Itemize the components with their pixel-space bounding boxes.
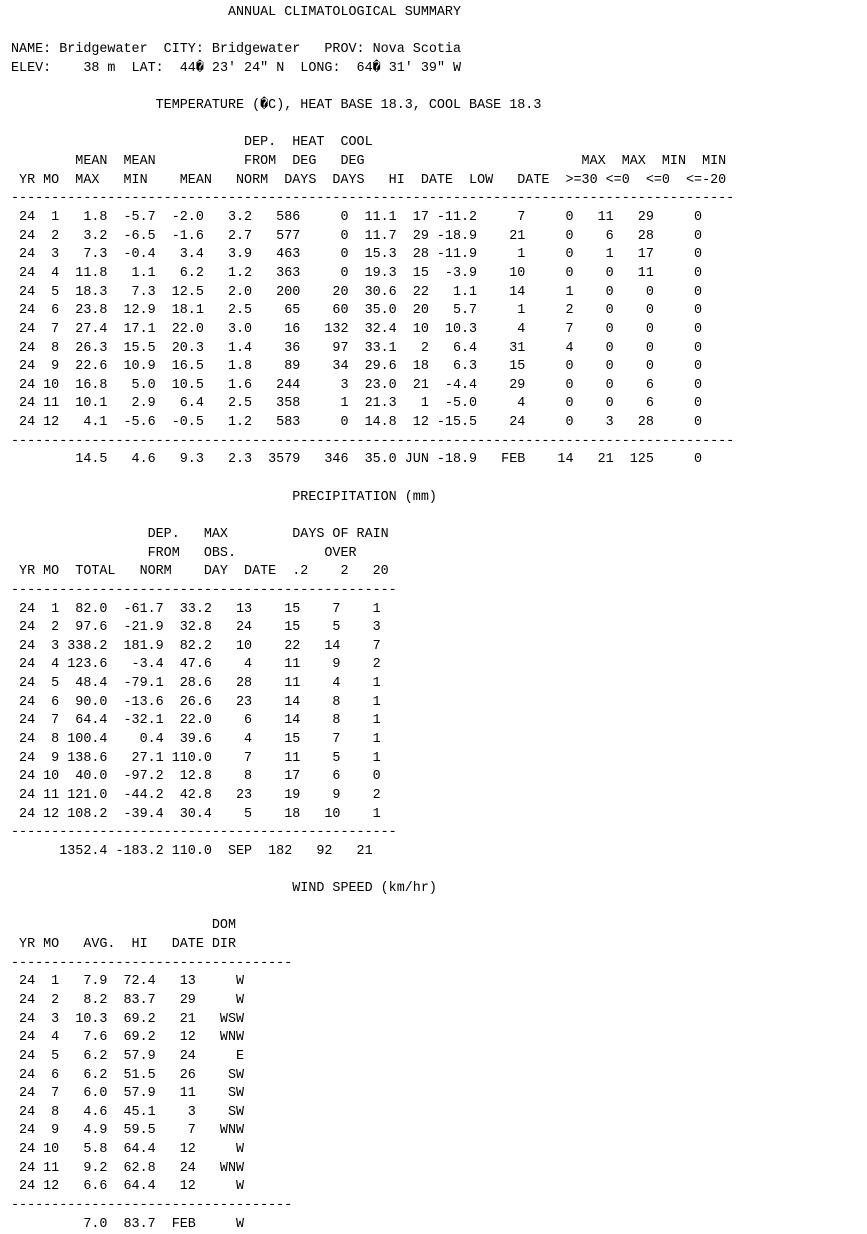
report-line: 24 5 18.3 7.3 12.5 2.0 200 20 30.6 22 1.1 14 1 0 0 0	[11, 284, 703, 300]
report-line: -----------------------------------	[11, 955, 293, 971]
report-line: 24 2 97.6 -21.9 32.8 24 15 5 3	[11, 620, 381, 636]
report-line: 24 1 1.8 -5.7 -2.0 3.2 586 0 11.1 17 -11.2 7 0 11 29 0	[11, 210, 703, 226]
report-line: ------------------------------------------------------------------------------------------	[11, 191, 735, 207]
report-line: 24 8 26.3 15.5 20.3 1.4 36 97 33.1 2 6.4 31 4 0 0 0	[11, 340, 703, 356]
report-line: ------------------------------------------------------------------------------------------	[11, 433, 735, 449]
report-line: 24 6 6.2 51.5 26 SW	[11, 1067, 245, 1083]
report-line: TEMPERATURE (�C), HEAT BASE 18.3, COOL BASE 18.3	[11, 98, 542, 114]
report-line: FROM OBS. OVER	[11, 545, 357, 561]
report-line: 24 3 7.3 -0.4 3.4 3.9 463 0 15.3 28 -11.9 1 0 1 17 0	[11, 247, 703, 263]
report-line	[11, 470, 734, 489]
report-line: MEAN MEAN FROM DEG DEG MAX MAX MIN MIN	[11, 154, 727, 170]
report-line: 24 9 4.9 59.5 7 WNW	[11, 1123, 245, 1139]
report-line: 24 7 27.4 17.1 22.0 3.0 16 132 32.4 10 10.3 4 7 0 0 0	[11, 321, 703, 337]
report-line: 24 12 108.2 -39.4 30.4 5 18 10 1	[11, 806, 381, 822]
report-line: 24 6 90.0 -13.6 26.6 23 14 8 1	[11, 694, 381, 710]
report-line	[11, 23, 734, 42]
report-line: DOM	[11, 918, 236, 934]
report-line: 24 11 9.2 62.8 24 WNW	[11, 1160, 245, 1176]
report-line	[11, 79, 734, 98]
report-line: 24 2 3.2 -6.5 -1.6 2.7 577 0 11.7 29 -18.9 21 0 6 28 0	[11, 228, 703, 244]
report-line: 24 11 121.0 -44.2 42.8 23 19 9 2	[11, 787, 381, 803]
report-line: 24 10 16.8 5.0 10.5 1.6 244 3 23.0 21 -4.4 29 0 0 6 0	[11, 377, 703, 393]
report-line: 24 5 6.2 57.9 24 E	[11, 1048, 245, 1064]
report-line: WIND SPEED (km/hr)	[11, 881, 437, 897]
report-line	[11, 507, 734, 526]
report-line: 24 10 40.0 -97.2 12.8 8 17 6 0	[11, 769, 381, 785]
report-line: 24 7 6.0 57.9 11 SW	[11, 1086, 245, 1102]
report-line: 24 12 6.6 64.4 12 W	[11, 1179, 245, 1195]
report-line: 24 8 4.6 45.1 3 SW	[11, 1104, 245, 1120]
report-line: 7.0 83.7 FEB W	[11, 1216, 245, 1232]
report-line: 24 6 23.8 12.9 18.1 2.5 65 60 35.0 20 5.7 1 2 0 0 0	[11, 303, 703, 319]
report-line: ------------------------------------------------	[11, 582, 397, 598]
report-line: 24 12 4.1 -5.6 -0.5 1.2 583 0 14.8 12 -15.5 24 0 3 28 0	[11, 415, 703, 431]
report-line: YR MO MAX MIN MEAN NORM DAYS DAYS HI DATE LOW DATE >=30 <=0 <=0 <=-20	[11, 172, 727, 188]
report-line: 24 4 7.6 69.2 12 WNW	[11, 1030, 245, 1046]
report-line: 14.5 4.6 9.3 2.3 3579 346 35.0 JUN -18.9 FEB 14 21 125 0	[11, 452, 703, 468]
report-line: 24 9 22.6 10.9 16.5 1.8 89 34 29.6 18 6.3 15 0 0 0 0	[11, 359, 703, 375]
report-line: YR MO AVG. HI DATE DIR	[11, 937, 236, 953]
report-line: PRECIPITATION (mm)	[11, 489, 437, 505]
report-line: 24 1 82.0 -61.7 33.2 13 15 7 1	[11, 601, 381, 617]
report-line: 24 9 138.6 27.1 110.0 7 11 5 1	[11, 750, 381, 766]
report-line	[11, 116, 734, 135]
report-line	[11, 861, 734, 880]
report-line: 24 4 123.6 -3.4 47.6 4 11 9 2	[11, 657, 381, 673]
report-line: 24 5 48.4 -79.1 28.6 28 11 4 1	[11, 676, 381, 692]
report-line: 24 8 100.4 0.4 39.6 4 15 7 1	[11, 731, 381, 747]
report-line: 1352.4 -183.2 110.0 SEP 182 92 21	[11, 843, 373, 859]
report-line: ANNUAL CLIMATOLOGICAL SUMMARY	[11, 5, 461, 20]
report-line: ------------------------------------------------	[11, 825, 397, 841]
report-line: 24 10 5.8 64.4 12 W	[11, 1142, 245, 1158]
report-line: YR MO TOTAL NORM DAY DATE .2 2 20	[11, 564, 389, 580]
climatological-summary-report	[11, 4, 734, 1234]
report-line: DEP. HEAT COOL	[11, 135, 373, 151]
report-line: ELEV: 38 m LAT: 44� 23' 24" N LONG: 64� 31' 39" W	[11, 60, 462, 76]
report-line: 24 2 8.2 83.7 29 W	[11, 992, 245, 1008]
report-line: 24 7 64.4 -32.1 22.0 6 14 8 1	[11, 713, 381, 729]
report-line: -----------------------------------	[11, 1198, 293, 1213]
report-line: 24 3 10.3 69.2 21 WSW	[11, 1011, 245, 1027]
report-line: DEP. MAX DAYS OF RAIN	[11, 526, 389, 542]
report-line: 24 3 338.2 181.9 82.2 10 22 14 7	[11, 638, 381, 654]
report-line	[11, 899, 734, 918]
report-line: 24 4 11.8 1.1 6.2 1.2 363 0 19.3 15 -3.9 10 0 0 11 0	[11, 265, 703, 281]
report-line: 24 11 10.1 2.9 6.4 2.5 358 1 21.3 1 -5.0 4 0 0 6 0	[11, 396, 703, 412]
report-line: 24 1 7.9 72.4 13 W	[11, 974, 245, 990]
report-line: NAME: Bridgewater CITY: Bridgewater PROV: Nova Scotia	[11, 42, 461, 58]
